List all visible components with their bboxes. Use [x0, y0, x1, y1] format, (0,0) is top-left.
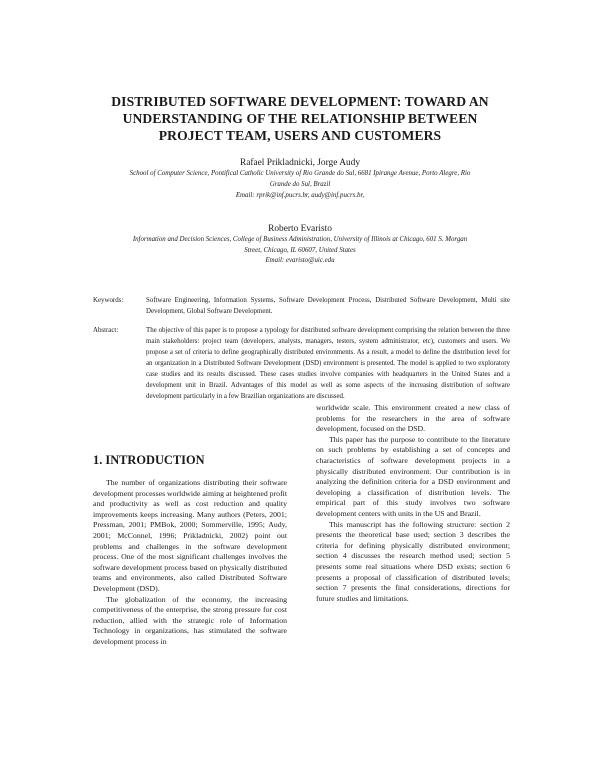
affiliation-2-line-1: Information and Decision Sciences, College of Business Administration, University of Illinois at Chicago, 601 S. Morgan: [132, 236, 468, 243]
title-line-2: UNDERSTANDING OF THE RELATIONSHIP BETWEEN: [122, 111, 478, 126]
keywords-text: Software Engineering, Information Systems, Software Development Process, Distributed Software Development, Multi site Development, Global Software Development.: [146, 297, 510, 315]
intro-paragraph-2: The globalization of the economy, the increasing competitiveness of the enterprise, the strong pressure for cost reduction, allied with the strategic role of Information Technology in organizations, has stimulated the software development process in: [93, 594, 287, 646]
author-email-2: Email: evaristo@uic.edu: [265, 257, 335, 264]
affiliation-2-line-2: Street, Chicago, IL 60607, United States: [244, 247, 356, 254]
right-column: [316, 403, 510, 604]
author-names-2: Roberto Evaristo: [268, 224, 332, 234]
affiliation-1-line-2: Grande do Sul, Brazil: [269, 181, 331, 188]
intro-paragraph-4: This paper has the purpose to contribute to the literature on such problems by establishing a set of concepts and characteristics of software development projects in a physically distributed environment. Our contribution is in analyzing the definition criteria for a DSD environment and developing a classification of distribution levels. The empirical part of this study involves two software development centers with units in the US and Brazil.: [316, 434, 510, 518]
author-email-1: Email: rprik@inf.pucrs.br, audy@inf.pucrs.br,: [235, 192, 365, 199]
title-line-3: PROJECT TEAM, USERS AND CUSTOMERS: [158, 128, 442, 143]
title-line-1: DISTRIBUTED SOFTWARE DEVELOPMENT: TOWARD AN: [111, 94, 489, 109]
section-heading-introduction: 1. INTRODUCTION: [93, 453, 205, 467]
keywords-label: Keywords:: [93, 297, 124, 304]
intro-paragraph-3-continued: worldwide scale. This environment created a new class of problems for the researchers in the area of software development, focused on the DSD.: [316, 403, 510, 434]
abstract-label: Abstract:: [93, 327, 119, 334]
author-names-1: Rafael Prikladnicki, Jorge Audy: [239, 158, 361, 168]
intro-paragraph-1: The number of organizations distributing their software development processes worldwide aiming at heightened profit and productivity as well as cost reduction and quality improvements keeps increasing. Many authors (Peters, 2001; Pressman, 2001; PMBok, 2000; Sommerville, 1995; Audy, 2001; McConnel, 1996; Prikladnicki, 2002) point out problems and challenges in the software development process. One of the most significant challenges involves the software development process based on physically distributed teams and environments, also called Distributed Software Development (DSD).: [93, 478, 288, 593]
affiliation-1-line-1: School of Computer Science, Pontifical Catholic University of Rio Grande do Sul, 6681 Ipirange Avenue, Porto Alegre, Rio: [129, 170, 471, 177]
abstract-text: The objective of this paper is to propose a typology for distributed software development comprising the relation between the three main stakeholders: project team (developers, analysts, managers, testers, system administrator, etc), customers and users. We propose a set of criteria to define geographically distributed environments. As a result, a model to define the distribution level for an organization in a Distributed Software Development (DSD) environment is presented. The model is applied to two exploratory case studies and its results discussed. These cases studies involve companies with headquarters in the United States and a development unit in Brazil. Advantages of this model as well as some aspects of the increasing distribution of software development particularly in a few Brazilian organizations are discussed.: [146, 327, 510, 400]
paper-title: [60, 93, 540, 144]
left-column: [93, 478, 287, 648]
intro-paragraph-5: This manuscript has the following structure: section 2 presents the theoretical base used; section 3 describes the criteria for defining physically distributed environment; section 4 discusses the research method used; section 5 presents some real situations where DSD exists; section 6 presents a proposal of classification of distributed levels; section 7 presents the final considerations, directions for future studies and limitations.: [316, 519, 510, 603]
